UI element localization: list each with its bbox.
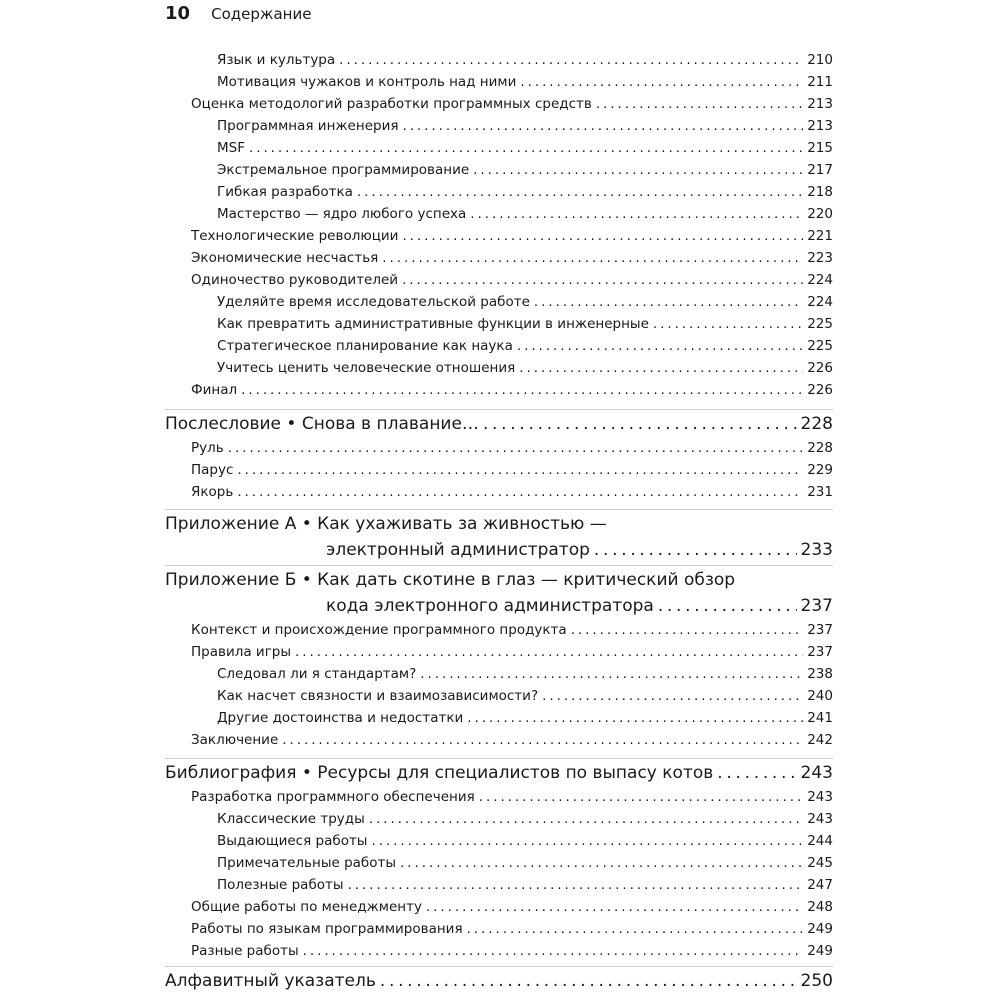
toc-entry-page: 225 (807, 338, 833, 354)
toc-entry-title: Классические труды (217, 811, 365, 827)
toc-entry-title: Работы по языкам программирования (191, 921, 463, 937)
dot-leader (520, 74, 803, 88)
toc-entry-title: Гибкая разработка (217, 184, 353, 200)
toc-entry-page: 228 (800, 414, 833, 434)
toc-entry[interactable] (0, 206, 833, 222)
running-head: Содержание (211, 5, 312, 23)
dot-leader (534, 294, 803, 308)
dot-leader (479, 789, 803, 803)
toc-entry-title: Примечательные работы (217, 855, 397, 871)
dot-leader (249, 140, 803, 154)
toc-entry-page: 244 (807, 833, 833, 849)
dot-leader (542, 688, 803, 702)
toc-entry-page: 242 (807, 732, 833, 748)
toc-entry[interactable] (0, 622, 833, 638)
toc-entry-title: Экстремальное программирование (217, 162, 470, 178)
toc-entry[interactable] (0, 763, 833, 783)
toc-entry[interactable] (0, 732, 833, 748)
toc-entry[interactable] (0, 184, 833, 200)
toc-entry[interactable] (0, 118, 833, 134)
toc-entry[interactable] (0, 688, 833, 704)
dot-leader (571, 622, 804, 636)
dot-leader (371, 833, 803, 847)
toc-entry-title: Мастерство — ядро любого успеха (217, 206, 467, 222)
toc-entry-page: 249 (807, 921, 833, 937)
toc-entry-title: Приложение А • Как ухаживать за живностью — (165, 514, 607, 534)
toc-entry-title: Экономические несчастья (191, 250, 379, 266)
dot-leader (402, 272, 803, 286)
toc-entry[interactable] (0, 899, 833, 915)
dot-leader (658, 596, 797, 613)
toc-entry-page: 221 (807, 228, 833, 244)
dot-leader (467, 921, 804, 935)
toc-entry-page: 228 (807, 440, 833, 456)
dot-leader (717, 763, 796, 780)
toc-entry[interactable] (0, 228, 833, 244)
toc-entry-title: Мотивация чужаков и контроль над ними (217, 74, 517, 90)
toc-entry-title: Язык и культура (217, 52, 336, 68)
toc-entry[interactable] (0, 440, 833, 456)
toc-entry-title: Правила игры (191, 644, 292, 660)
toc-entry-title: Как превратить административные функции в инженерные (217, 316, 649, 332)
toc-entry-title: Разные работы (191, 943, 299, 959)
section-divider (165, 565, 833, 566)
section-divider (165, 409, 833, 410)
toc-entry-page: 238 (807, 666, 833, 682)
toc-entry-page: 217 (807, 162, 833, 178)
toc-entry[interactable] (0, 570, 833, 590)
toc-entry-title: электронный администратор (326, 540, 590, 560)
toc-entry-page: 245 (807, 855, 833, 871)
toc-entry-page: 250 (800, 971, 833, 991)
toc-entry-page: 225 (807, 316, 833, 332)
toc-entry[interactable] (0, 644, 833, 660)
dot-leader (426, 899, 803, 913)
toc-entry[interactable] (0, 514, 833, 534)
toc-entry-title: Уделяйте время исследовательской работе (217, 294, 530, 310)
toc-entry-title: Алфавитный указатель (165, 971, 376, 991)
dot-leader (519, 360, 803, 374)
toc-entry-title: Как насчет связности и взаимозависимости? (217, 688, 539, 704)
toc-entry-page: 241 (807, 710, 833, 726)
toc-entry-title: MSF (217, 140, 245, 156)
toc-entry-title: Заключение (191, 732, 279, 748)
dot-leader (402, 228, 803, 242)
dot-leader (467, 710, 803, 724)
toc-entry-title: Парус (191, 462, 234, 478)
toc-entry-title: Программная инженерия (217, 118, 399, 134)
toc-entry-page: 247 (807, 877, 833, 893)
toc-entry[interactable] (0, 921, 833, 937)
dot-leader (420, 666, 803, 680)
toc-entry[interactable] (0, 414, 833, 434)
toc-entry-page: 249 (807, 943, 833, 959)
toc-entry-page: 243 (800, 763, 833, 783)
toc-entry[interactable] (0, 338, 833, 354)
toc-entry-page: 233 (800, 540, 833, 560)
toc-entry[interactable] (0, 382, 833, 398)
page-header (165, 3, 311, 25)
dot-leader (369, 811, 803, 825)
toc-entry-page: 220 (807, 206, 833, 222)
toc-entry[interactable] (0, 710, 833, 726)
toc-entry[interactable] (0, 877, 833, 893)
toc-entry[interactable] (0, 52, 833, 68)
toc-entry-title: Контекст и происхождение программного продукта (191, 622, 567, 638)
toc-entry-page: 229 (807, 462, 833, 478)
toc-entry-title: Выдающиеся работы (217, 833, 368, 849)
section-divider (165, 509, 833, 510)
toc-entry[interactable] (0, 855, 833, 871)
toc-entry-page: 213 (807, 96, 833, 112)
toc-entry-page: 223 (807, 250, 833, 266)
toc-entry-page: 213 (807, 118, 833, 134)
toc-entry[interactable] (0, 943, 833, 959)
dot-leader (400, 855, 803, 869)
toc-entry[interactable] (0, 74, 833, 90)
dot-leader (339, 52, 803, 66)
dot-leader (402, 118, 803, 132)
toc-entry[interactable] (0, 316, 833, 332)
dot-leader (241, 382, 803, 396)
toc-entry-title: Технологические революции (191, 228, 399, 244)
toc-entry-title: Учитесь ценить человеческие отношения (217, 360, 516, 376)
dot-leader (470, 206, 803, 220)
toc-entry-title: Якорь (191, 484, 234, 500)
dot-leader (653, 316, 803, 330)
toc-entry[interactable] (0, 96, 833, 112)
toc-entry-page: 224 (807, 272, 833, 288)
toc-entry[interactable] (0, 250, 833, 266)
dot-leader (295, 644, 803, 658)
dot-leader (303, 943, 804, 957)
toc-entry[interactable] (0, 162, 833, 178)
toc-entry-page: 243 (807, 789, 833, 805)
section-divider (165, 758, 833, 759)
toc-entry-title: Полезные работы (217, 877, 344, 893)
toc-entry[interactable] (0, 462, 833, 478)
toc-entry-page: 240 (807, 688, 833, 704)
toc-entry-title: Библиография • Ресурсы для специалистов по выпасу котов (165, 763, 714, 783)
dot-leader (473, 162, 803, 176)
toc-entry-page: 226 (807, 382, 833, 398)
toc-entry[interactable] (0, 811, 833, 827)
toc-entry-page: 231 (807, 484, 833, 500)
toc-entry-title: Финал (191, 382, 238, 398)
dot-leader (357, 184, 803, 198)
toc-entry[interactable] (0, 272, 833, 288)
dot-leader (594, 540, 797, 557)
toc-entry-page: 224 (807, 294, 833, 310)
toc-entry-title: Руль (191, 440, 224, 456)
dot-leader (348, 877, 804, 891)
dot-leader (382, 250, 803, 264)
toc-entry[interactable] (0, 666, 833, 682)
dot-leader (596, 96, 803, 110)
toc-entry-page: 248 (807, 899, 833, 915)
toc-entry-page: 226 (807, 360, 833, 376)
toc-entry-title: Стратегическое планирование как наука (217, 338, 513, 354)
toc-entry-title: Другие достоинства и недостатки (217, 710, 464, 726)
dot-leader (517, 338, 803, 352)
toc-entry-title: Разработка программного обеспечения (191, 789, 475, 805)
toc-entry-page: 237 (807, 644, 833, 660)
toc-entry[interactable] (0, 140, 833, 156)
dot-leader (237, 462, 803, 476)
toc-entry-page: 243 (807, 811, 833, 827)
toc-entry[interactable] (0, 596, 833, 616)
dot-leader (282, 732, 803, 746)
toc-entry-page: 218 (807, 184, 833, 200)
toc-entry[interactable] (0, 540, 833, 560)
toc-entry-title: Общие работы по менеджменту (191, 899, 422, 915)
toc-entry[interactable] (0, 971, 833, 991)
toc-entry[interactable] (0, 789, 833, 805)
toc-entry-page: 211 (807, 74, 833, 90)
toc-entry-title: Послесловие • Снова в плавание… (165, 414, 479, 434)
dot-leader (483, 414, 797, 431)
toc-entry-title: Оценка методологий разработки программных средств (191, 96, 592, 112)
toc-entry[interactable] (0, 484, 833, 500)
toc-entry-page: 215 (807, 140, 833, 156)
toc-entry[interactable] (0, 294, 833, 310)
section-divider (165, 966, 833, 967)
toc-entry-page: 237 (800, 596, 833, 616)
page-number: 10 (165, 3, 191, 24)
toc-entry-page: 237 (807, 622, 833, 638)
toc-entry[interactable] (0, 360, 833, 376)
dot-leader (380, 971, 797, 988)
toc-entry-title: Приложение Б • Как дать скотине в глаз — критический обзор (165, 570, 736, 590)
toc-entry-page: 210 (807, 52, 833, 68)
toc-entry-title: Следовал ли я стандартам? (217, 666, 417, 682)
dot-leader (228, 440, 804, 454)
toc-entry-title: кода электронного администратора (326, 596, 654, 616)
toc-entry-title: Одиночество руководителей (191, 272, 399, 288)
dot-leader (237, 484, 803, 498)
toc-entry[interactable] (0, 833, 833, 849)
